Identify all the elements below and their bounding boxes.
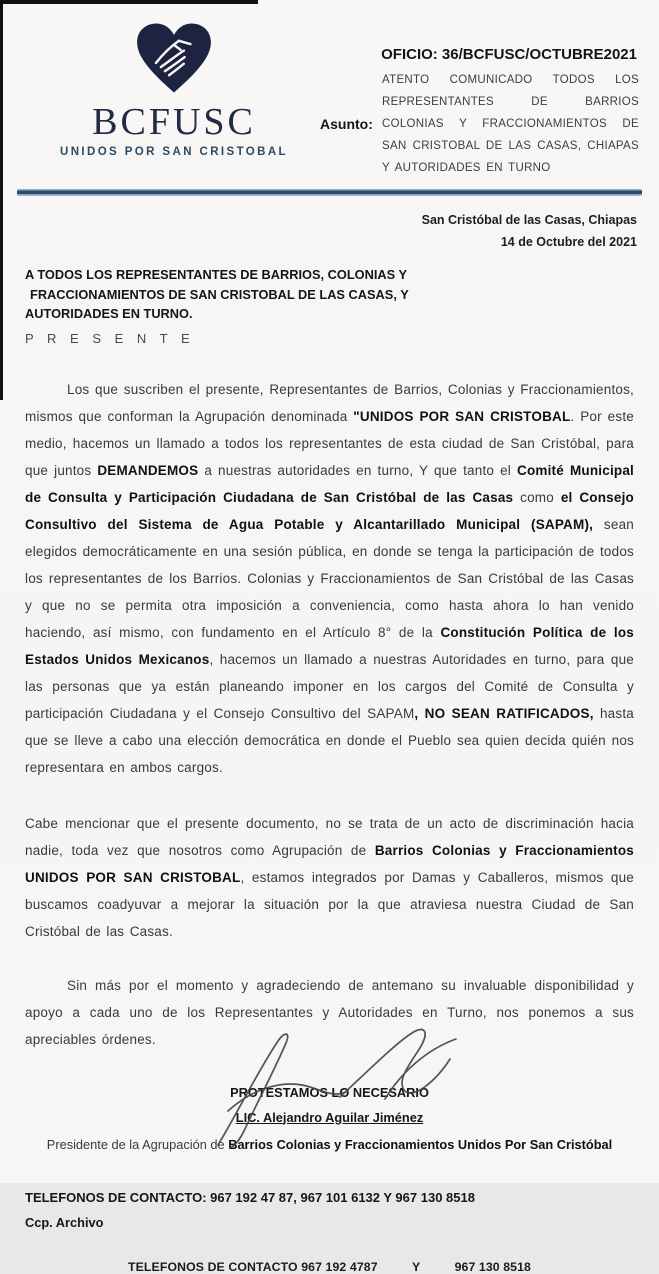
org-logo — [28, 16, 320, 179]
footer-phone: 967 130 8518 — [454, 1259, 531, 1274]
dateline — [0, 209, 659, 253]
signatory-title: Presidente de la Agrupación de Barrios Colonias y Fraccionamientos Unidos Por San Cristóbal — [46, 1136, 613, 1152]
letterhead-divider-rule — [17, 189, 642, 196]
footer-separator-y: Y — [411, 1259, 421, 1274]
asunto-row — [320, 69, 639, 179]
org-acronym: BCFUSC — [92, 101, 256, 143]
letter-body — [0, 376, 659, 1053]
protest-line: PROTESTAMOS LO NECESARIO — [230, 1084, 429, 1100]
asunto-text: ATENTO COMUNICADO TODOS LOS REPRESENTANTES DE BARRIOS COLONIAS Y FRACCIONAMIENTOS DE SAN CRISTOBAL DE LAS CASAS, CHIAPAS Y AUTORIDADES EN TURNO — [382, 74, 639, 174]
oficio-number: OFICIO: 36/BCFUSC/OCTUBRE2021 — [381, 46, 637, 63]
addressee-line: FRACCIONAMIENTOS DE SAN CRISTOBAL DE LAS CASAS, Y — [30, 286, 409, 302]
letterhead — [0, 0, 659, 179]
oficio-block — [320, 16, 639, 179]
body-paragraph-3: Sin más por el momento y agradeciendo de antemano su invaluable disponibilidad y apoyo a cada uno de los Representantes y Autoridades en Turno, nos ponemos a sus apreciables órdenes. — [25, 977, 634, 1047]
dateline-place: San Cristóbal de las Casas, Chiapas — [421, 213, 637, 227]
footer-contact-label: TELEFONOS DE CONTACTO 967 192 4787 — [128, 1259, 378, 1274]
signatory-name: LIC. Alejandro Aguilar Jiménez — [235, 1109, 424, 1125]
presente-line: P R E S E N T E — [25, 330, 195, 346]
org-tagline: UNIDOS POR SAN CRISTOBAL — [60, 145, 288, 158]
scan-edge-artifact-top — [0, 0, 258, 4]
contact-phones-line: TELEFONOS DE CONTACTO: 967 192 47 87, 967 101 6132 Y 967 130 8518 — [25, 1189, 475, 1205]
addressee-line: AUTORIDADES EN TURNO. — [25, 306, 193, 321]
dateline-date: 14 de Octubre del 2021 — [500, 235, 637, 249]
body-paragraph-1: Los que suscriben el presente, Representantes de Barrios, Colonias y Fraccionamientos, mismos que conforman la Agrupación denominada "UNIDOS POR SAN CRISTOBAL. Por este medio, hacemos un llamado a todos los representantes de esta ciudad de San Cristóbal, para que juntos DEMANDEMOS a nuestras autoridades en turno, Y que tanto el Comité Municipal de Consulta y Participación Ciudadana de San Cristóbal de las Casas como el Consejo Consultivo del Sistema de Agua Potable y Alcantarillado Municipal (SAPAM), sean elegidos democráticamente en una sesión pública, en donde se tenga la participación de todos los representantes de los Barrios. Colonias y Fraccionamientos de San Cristóbal de las Casas y que no se permita otra imposición a conveniencia, como hasta ahora lo han venido haciendo, así mismo, con fundamento en el Artículo 8° de la Constitución Política de los Estados Unidos Mexicanos, hacemos un llamado a nuestras Autoridades en turno, para que las personas que ya están planeando imponer en los cargos del Comité de Consulta y participación Ciudadana y el Consejo Consultivo del SAPAM, NO SEAN RATIFICADOS, hasta que se lleve a cabo una elección democrática en donde el Pueblo sea quien decida quién nos representara en ambos cargos. — [25, 381, 635, 775]
addressee-line: A TODOS LOS REPRESENTANTES DE BARRIOS, COLONIAS Y — [25, 267, 408, 282]
handshake-heart-icon — [133, 20, 215, 96]
asunto-label: Asunto: — [320, 116, 373, 132]
signature-block — [0, 1085, 659, 1152]
footer-contact — [128, 1260, 531, 1274]
addressee-block — [0, 265, 659, 324]
ccp-line: Ccp. Archivo — [25, 1214, 104, 1230]
scan-edge-artifact-left — [0, 0, 3, 400]
body-paragraph-2: Cabe mencionar que el presente documento, no se trata de un acto de discriminación hacia nadie, toda vez que nosotros como Agrupación de Barrios Colonias y Fraccionamientos UNIDOS POR SAN CRISTOBAL, estamos integrados por Damas y Caballeros, mismos que buscamos coadyuvar a mejorar la situación por la que atraviesa nuestra Ciudad de San Cristóbal de las Casas. — [25, 815, 634, 939]
